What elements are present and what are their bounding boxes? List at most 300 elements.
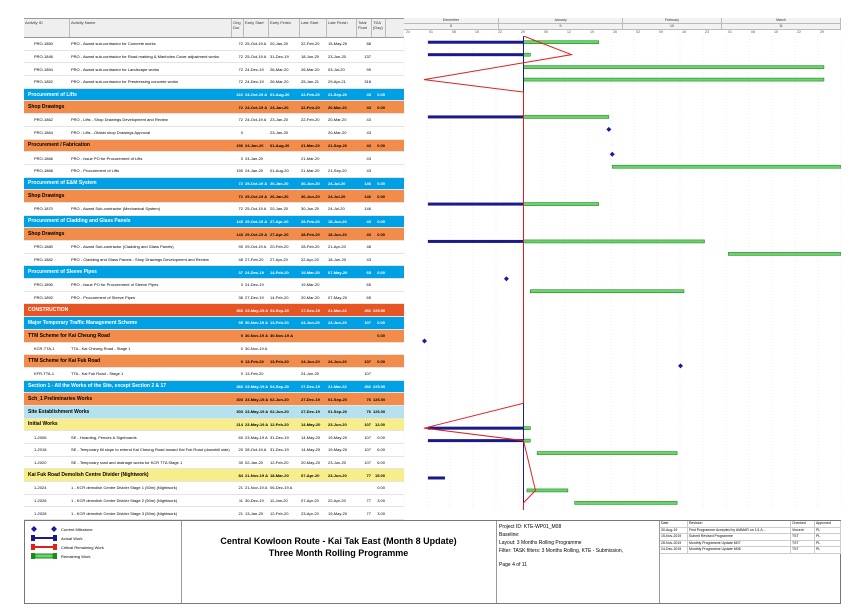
project-info (496, 521, 660, 603)
cell-id: 1-2024 (34, 485, 47, 491)
table-row[interactable] (24, 152, 404, 165)
cell-es: 24-Jan-20 (245, 155, 264, 161)
month-december: December (404, 18, 499, 24)
cell-od: 150 (236, 168, 243, 174)
cell-name: PRO - Issue PO for Procurement of Sleeve Pipes (71, 282, 159, 288)
legend-label: Critical Remaining Work (61, 544, 104, 550)
cell-lf: 21-Sep-20 (328, 92, 347, 98)
cell-name: PRO - Award sub-contractor for Concrete works (71, 41, 156, 47)
cell-es: 24-Dec-19 (245, 269, 264, 275)
table-row[interactable] (24, 203, 404, 216)
cell-fd: 0.00 (377, 358, 385, 364)
week-label: 12 (567, 30, 571, 34)
cell-es: 24-Dec-19 (245, 79, 264, 85)
cell-fd: 126.00 (373, 396, 386, 402)
cell-name: PRO - Award sub-contractor for Landscape works (71, 66, 159, 72)
cell-ef: 31-Dec-19 (270, 434, 289, 440)
cell-ef: 02-Jun-20 (270, 396, 289, 402)
cell-ls: 19-Mar-20 (301, 269, 320, 275)
cell-tf: 77 (366, 498, 371, 504)
cell-id: PRO-1850 (34, 41, 53, 47)
gantt-body (404, 36, 841, 510)
cell-ls: 27-Dec-19 (301, 409, 320, 415)
cell-ls: 17-Dec-19 (301, 307, 320, 313)
table-row[interactable] (24, 254, 404, 267)
cell-id: KFR-TTA-1 (34, 371, 55, 377)
revision-cell: First Programme Accepted by AMMAR on 1/1 A... (688, 528, 791, 534)
revision-cell: 30-Aug-19 (660, 528, 688, 534)
rev-col-approved: Approved (815, 521, 841, 527)
cell-id: 1-2026 (34, 498, 47, 504)
cell-tf: 65 (366, 269, 371, 275)
cell-lf: 03-Jul-20 (328, 66, 345, 72)
month-num: 8 (404, 24, 499, 30)
cell-tf: 107 (364, 460, 371, 466)
cell-od: 72 (238, 104, 243, 110)
cell-name: Major Temporary Traffic Management Scheme (28, 319, 138, 326)
actual-work-bar[interactable] (428, 53, 524, 56)
col-early-start[interactable]: Early Start (244, 19, 269, 37)
cell-ef: 20-Feb-20 (270, 244, 289, 250)
actual-work-legend-icon (31, 535, 57, 541)
group-row[interactable] (24, 216, 404, 229)
cell-es: 30-Nov-19 A (245, 320, 268, 326)
table-row[interactable] (24, 127, 404, 140)
group-row[interactable] (24, 317, 404, 330)
remaining-work-bar[interactable] (523, 203, 598, 206)
actual-work-bar[interactable] (428, 240, 524, 243)
col-orig-dur[interactable]: Orig Dur (232, 19, 244, 37)
cell-od: 90 (238, 244, 243, 250)
revision-cell: TST (791, 541, 815, 547)
week-label: 29 (521, 30, 525, 34)
cell-ef: 23-Jan-20 (270, 130, 289, 136)
legend-label: Actual Work (61, 535, 83, 541)
cell-ls: 30-Jun-20 (301, 206, 320, 212)
remaining-work-bar[interactable] (523, 66, 823, 69)
cell-es: 24-Dec-19 (245, 66, 264, 72)
cell-name: TTA - Kai Cheung Road - Stage 1 (71, 345, 131, 351)
remaining-work-bar[interactable] (523, 41, 598, 44)
cell-ef: 12-Feb-20 (270, 460, 289, 466)
cell-lf: 29-Apr-21 (328, 79, 346, 85)
cell-es: 25-Oct-19 A (245, 206, 267, 212)
cell-es: 25-Oct-19 A (245, 180, 268, 186)
group-row[interactable] (24, 140, 404, 153)
cell-tf: 43 (366, 104, 371, 110)
group-row[interactable] (24, 266, 404, 279)
revision-cell: PL (815, 528, 841, 534)
cell-fd: 6.00 (377, 460, 385, 466)
cell-od: 72 (238, 41, 243, 47)
cell-od: 222 (236, 92, 243, 98)
week-label: 26 (613, 30, 617, 34)
actual-work-bar[interactable] (428, 115, 524, 118)
milestone-diamond[interactable] (678, 363, 683, 368)
cell-es: 29-Oct-19 A (245, 231, 268, 237)
table-row[interactable] (24, 165, 404, 178)
table-header (24, 18, 404, 38)
footer-title-block (24, 520, 841, 604)
actual-work-bar[interactable] (428, 476, 445, 479)
revision-cell: PL (815, 547, 841, 553)
cell-tf: 77 (366, 510, 371, 516)
cell-name: Kai Fuk Road Demolish Centre Divider (Nightwork) (28, 472, 149, 479)
group-row[interactable] (24, 469, 404, 482)
table-row[interactable] (24, 51, 404, 64)
table-row[interactable] (24, 279, 404, 292)
week-label: 08 (751, 30, 755, 34)
cell-od: 72 (238, 66, 243, 72)
group-row[interactable] (24, 178, 404, 191)
cell-ls: 24-Jun-20 (301, 358, 320, 364)
layout-name: Layout: 3 Months Rolling Programme (499, 540, 582, 546)
title-block (181, 521, 497, 603)
cell-name: Site Establishment Works (28, 408, 90, 415)
cell-lf: 20-Mar-20 (328, 117, 347, 123)
activity-table (24, 18, 404, 520)
week-label: 16 (682, 30, 686, 34)
cell-ls: 07-Apr-20 (301, 472, 320, 478)
cell-name: Initial Works (28, 421, 58, 428)
cell-es: 13-Feb-20 (245, 371, 264, 377)
group-row[interactable] (24, 190, 404, 203)
cell-fd: 0.00 (377, 231, 385, 237)
cell-ls: 22-Feb-20 (301, 117, 320, 123)
milestone-diamond[interactable] (606, 127, 611, 132)
remaining-work-bar[interactable] (523, 240, 704, 243)
col-early-finish[interactable]: Early Finish (269, 19, 300, 37)
table-row[interactable] (24, 482, 404, 495)
group-row[interactable] (24, 304, 404, 317)
week-label: 09 (659, 30, 663, 34)
week-label: 02 (636, 30, 640, 34)
remaining-work-bar[interactable] (523, 115, 608, 118)
col-activity-id[interactable]: Activity ID (24, 19, 70, 37)
cell-fd: 225.50 (373, 307, 386, 313)
cell-ef: 13-Feb-20 (270, 320, 289, 326)
table-row[interactable] (24, 507, 404, 520)
col-late-finish[interactable]: Late Finish (327, 19, 357, 37)
cell-es: 30-Nov-19 A (245, 345, 268, 351)
cell-ef: 12-Feb-20 (270, 421, 289, 427)
cell-ls: 28-Feb-20 (301, 244, 320, 250)
cell-fd: 225.00 (373, 383, 386, 389)
revision-rows (660, 528, 841, 554)
cell-od: 303 (236, 396, 243, 402)
week-label: 29 (820, 30, 824, 34)
cell-tf: 146 (364, 180, 371, 186)
cell-lf: 23-Jun-20 (328, 460, 347, 466)
cell-tf: 137 (364, 54, 371, 60)
cell-lf: 21-Sep-20 (328, 168, 347, 174)
group-row[interactable] (24, 228, 404, 241)
cell-ls: 26-Mar-20 (301, 66, 320, 72)
cell-od: 48 (238, 257, 243, 263)
cell-ef: 20-Jan-20 (270, 180, 289, 186)
cell-tf: 452 (364, 383, 371, 389)
cell-name: PRO - Award Sub-contractor (Cladding and Glass Panels) (71, 244, 174, 250)
revision-cell: TST (791, 547, 815, 553)
cell-es: 24-Jan-20 (245, 168, 264, 174)
cell-ef: 14-Feb-20 (270, 269, 289, 275)
cell-es: 24-Jan-20 (245, 142, 264, 148)
col-late-start[interactable]: Late Start (300, 19, 327, 37)
table-row[interactable] (24, 457, 404, 470)
milestone-diamond[interactable] (422, 339, 427, 344)
month-num: 9 (499, 24, 623, 30)
cell-ls: 21-Mar-20 (301, 142, 320, 148)
week-label: 24 (406, 30, 410, 34)
revision-cell: Monthly Programme Update M08 (688, 547, 791, 553)
cell-lf: 24-Jul-20 (328, 206, 345, 212)
cell-name: PRO - Lifts - Shop Drawings Development and Review (71, 117, 168, 123)
revision-cell: 24-Dec-2019 (660, 547, 688, 553)
programme-title: Central Kowloon Route - Kai Tak East (Month 8 Update) (220, 536, 457, 546)
cell-id: PRO-1864 (34, 130, 53, 136)
cell-tf: 77 (366, 472, 371, 478)
table-row[interactable] (24, 63, 404, 76)
cell-od: 143 (236, 218, 243, 224)
remaining-work-bar[interactable] (530, 290, 684, 293)
cell-lf: 15-May-20 (328, 41, 348, 47)
table-row[interactable] (24, 343, 404, 356)
cell-name: Shop Drawings (28, 193, 65, 200)
revision-table (660, 521, 841, 603)
cell-name: PRO - Award sub-contractor for Road marking & Manholes Cover adjustment works (71, 54, 219, 60)
cell-name: Procurement of Cladding and Glass Panels (28, 218, 131, 225)
cell-lf: 21-Apr-20 (328, 244, 346, 250)
actual-work-bar[interactable] (428, 41, 524, 44)
cell-es: 24-Dec-19 (245, 282, 264, 288)
project-id: Project ID: KTE-WP01_M08 (499, 524, 562, 530)
cell-fd: 0.00 (377, 269, 385, 275)
cell-name: Shop Drawings (28, 231, 65, 238)
milestone-diamond[interactable] (610, 152, 615, 157)
cell-name: PRO - Award sub-contractor for Prestressing concrete works (71, 79, 179, 85)
cell-tf: 48 (366, 244, 371, 250)
legend-label: Remaining Work (61, 553, 91, 559)
cell-tf: 76 (366, 396, 371, 402)
cell-lf: 20-Mar-20 (328, 104, 347, 110)
cell-es: 25-Oct-19 A (245, 54, 267, 60)
cell-id: PRO-1892 (34, 295, 53, 301)
cell-tf: 43 (366, 231, 371, 237)
cell-od: 55 (238, 320, 243, 326)
week-label: 22 (498, 30, 502, 34)
revision-cell: TST (791, 534, 815, 540)
cell-name: Procurement of E&M System (28, 180, 97, 187)
group-row[interactable] (24, 419, 404, 432)
cell-ef: 23-Jan-20 (270, 104, 289, 110)
cell-ls: 19-Mar-20 (301, 282, 320, 288)
cell-name: Sch_1 Preliminaries Works (28, 396, 93, 403)
cell-id: PRO-1882 (34, 257, 53, 263)
cell-id: PRO-1868 (34, 168, 53, 174)
group-row[interactable] (24, 406, 404, 419)
group-row[interactable] (24, 330, 404, 343)
rev-col-date: Date (660, 521, 688, 527)
table-row[interactable] (24, 76, 404, 89)
col-total-float[interactable]: Total Float (357, 19, 372, 37)
table-row[interactable] (24, 114, 404, 127)
remaining-work-bar[interactable] (523, 439, 530, 442)
cell-name: PRO - Procurement of Lifts (71, 168, 120, 174)
cell-ls: 22-Apr-20 (301, 257, 319, 263)
remaining-work-bar[interactable] (728, 252, 841, 255)
cell-od: 150 (236, 142, 243, 148)
cell-ef: 11-Jan-20 (270, 498, 288, 504)
cell-od: 72 (238, 206, 243, 212)
cell-od: 11 (238, 498, 243, 504)
cell-lf: 07-May-20 (328, 269, 348, 275)
cell-ls: 23-Apr-20 (301, 510, 319, 516)
cell-ls: 14-May-20 (301, 447, 321, 453)
cell-ef: 01-Aug-20 (270, 142, 290, 148)
cell-ef: 27-Apr-20 (270, 231, 289, 237)
cell-name: SE - Hoarding, Fences & Signboards (71, 434, 137, 440)
table-row[interactable] (24, 241, 404, 254)
cell-es: 21-Nov-19 A (245, 472, 268, 478)
cell-ls: 18-Jun-20 (301, 54, 320, 60)
group-row[interactable] (24, 355, 404, 368)
cell-tf: 65 (366, 295, 371, 301)
table-row[interactable] (24, 368, 404, 381)
cell-fd: 0.00 (377, 333, 385, 339)
cell-name: TTM Scheme for Kai Cheung Road (28, 332, 110, 339)
group-row[interactable] (24, 393, 404, 406)
cell-name: SE - Temporary road and drainage works for KCR TTA Stage 1 (71, 460, 183, 466)
cell-es: 23-May-19 A (245, 409, 269, 415)
month-num: 10 (623, 24, 722, 30)
cell-od: 36 (238, 295, 243, 301)
cell-es: 23-May-19 A (245, 383, 269, 389)
remaining-work-bar[interactable] (523, 53, 530, 56)
cell-name: Section 1 - All the Works of the Site, except Section 2 & 17 (28, 383, 167, 390)
cell-id: PRO-1862 (34, 117, 53, 123)
remaining-work-bar[interactable] (575, 501, 677, 504)
cell-od: 72 (238, 117, 243, 123)
cell-ef: 30-Nov-19 A (270, 333, 293, 339)
cell-od: 21 (238, 510, 243, 516)
group-row[interactable] (24, 101, 404, 114)
remaining-work-bar[interactable] (527, 489, 568, 492)
cell-fd: 0.00 (377, 320, 385, 326)
cell-od: 0 (240, 282, 243, 288)
cell-es: 23-May-19 A (245, 307, 269, 313)
cell-lf: 23-Jun-20 (328, 472, 347, 478)
rev-col-checked: Checked (791, 521, 815, 527)
revision-cell: 28-Nov-2019 (660, 541, 688, 547)
table-row[interactable] (24, 38, 404, 51)
cell-es: 28-Oct-19 A (245, 447, 267, 453)
cell-tf: 43 (366, 257, 371, 263)
table-row[interactable] (24, 431, 404, 444)
cell-od: 0 (240, 333, 243, 339)
cell-es: 25-Oct-19 A (245, 41, 267, 47)
cell-name: 1 - KCR demolish Centre Divider Stage 2 (50m) (Nightwork) (71, 498, 178, 504)
actual-work-bar[interactable] (428, 203, 524, 206)
table-row[interactable] (24, 495, 404, 508)
legend-item-remaining (31, 553, 91, 559)
cell-od: 72 (238, 193, 243, 199)
group-row[interactable] (24, 89, 404, 102)
remaining-work-bar[interactable] (537, 452, 677, 455)
cell-lf: 19-May-20 (328, 510, 348, 516)
cell-name: 1 - KCR demolish Centre Divider Stage 3 (50m) (Nightwork) (71, 510, 178, 516)
cell-fd: 12.00 (374, 421, 385, 427)
cell-es: 13-Feb-20 (245, 358, 264, 364)
cell-name: PRO - Procurement of Sleeve Pipes (71, 295, 136, 301)
table-row[interactable] (24, 292, 404, 305)
cell-tf: 107 (364, 371, 371, 377)
cell-ef: 26-Mar-20 (270, 66, 289, 72)
cell-od: 143 (236, 231, 243, 237)
cell-es: 30-Dec-19 (245, 498, 264, 504)
group-row[interactable] (24, 381, 404, 394)
cell-ef: 14-Feb-20 (270, 295, 289, 301)
cell-lf: 18-Jun-20 (328, 231, 347, 237)
cell-od: 37 (238, 269, 243, 275)
cell-od: 21 (238, 485, 243, 491)
remaining-work-bar[interactable] (523, 427, 530, 430)
cell-id: KCR-TTA-1 (34, 345, 55, 351)
col-activity-name[interactable]: Activity Name (70, 19, 232, 37)
cell-name: PRO - Lifts - Obtain shop Drawings Approval (71, 130, 151, 136)
cell-tf: 65 (366, 282, 371, 288)
cell-tf: 107 (364, 421, 371, 427)
cell-fd: 0.00 (377, 92, 385, 98)
cell-id: PRO-1854 (34, 66, 53, 72)
legend-item-actual (31, 535, 83, 541)
cell-tf: 43 (366, 130, 371, 136)
cell-lf: 21-Sep-20 (328, 142, 347, 148)
revision-cell: PL (815, 541, 841, 547)
cell-tf: 452 (364, 307, 371, 313)
col-tda[interactable]: TDA (Day) (372, 19, 386, 37)
legend-item-critical (31, 544, 104, 550)
cell-es: 21-Nov-19 A (245, 485, 268, 491)
cell-es: 30-Nov-19 A (245, 333, 268, 339)
table-row[interactable] (24, 444, 404, 457)
cell-od: 303 (236, 409, 243, 415)
cell-ef: 26-Mar-20 (270, 79, 289, 85)
cell-fd: 15.00 (374, 472, 385, 478)
cell-ls: 30-Jun-20 (301, 180, 320, 186)
actual-work-bar[interactable] (428, 427, 524, 430)
cell-tf: 99 (366, 66, 371, 72)
remaining-work-bar[interactable] (612, 165, 841, 168)
cell-lf: 19-May-20 (328, 447, 348, 453)
cell-tf: 146 (364, 193, 371, 199)
cell-od: 72 (238, 79, 243, 85)
cell-ef: 20-Jan-20 (270, 206, 289, 212)
cell-tf: 43 (366, 117, 371, 123)
cell-fd: 0.00 (377, 104, 385, 110)
cell-es: 13-Jan-20 (245, 510, 264, 516)
actual-work-bar[interactable] (428, 439, 524, 442)
remaining-work-bar[interactable] (523, 78, 823, 81)
milestone-diamond[interactable] (504, 276, 509, 281)
cell-ef: 02-Jun-20 (270, 409, 289, 415)
legend-label: Current Milestone (61, 526, 93, 532)
cell-ls: 27-Dec-19 (301, 383, 320, 389)
cell-tf: 318 (364, 79, 371, 85)
cell-lf: 22-Apr-20 (328, 498, 346, 504)
cell-name: PRO - Award Sub-contractor (Mechanical System) (71, 206, 161, 212)
cell-od: 0 (240, 130, 243, 136)
cell-od: 383 (236, 307, 243, 313)
